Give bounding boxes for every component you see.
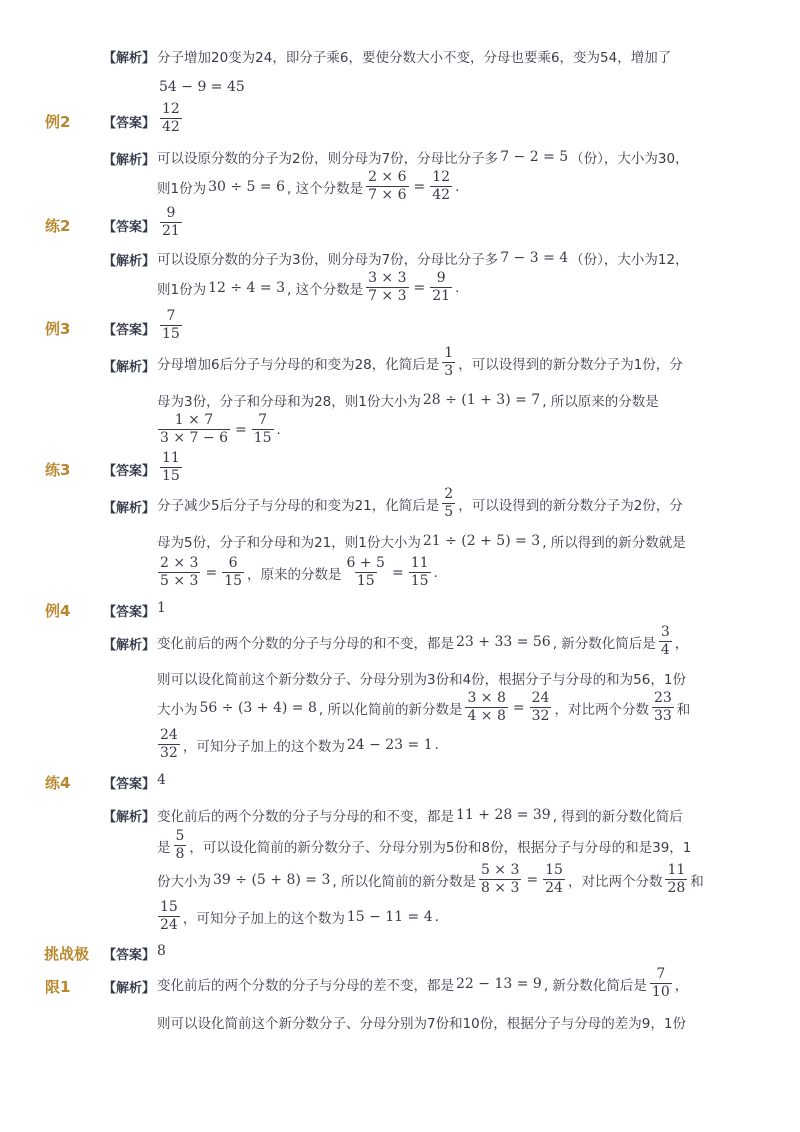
answer-value — [157, 450, 185, 485]
fraction: $\frac{1 \times 7}{3 \times 7 - 6}$ — [160, 412, 228, 446]
solution-line: 大小为 56 ÷ (3 + 4) = 8 , 所以化简前的新分数是 $\frac{3 \times 8}{4 \times 8}$ = $\frac{24}{32}$ ，对比两个分数 $\frac{23}{33}$ 和 — [157, 690, 691, 724]
problem-tag: 例4 — [45, 602, 71, 620]
problem-tag: 练2 — [45, 217, 71, 235]
solution-line: $\frac{1 \times 7}{3 \times 7 - 6}$ = $\frac{7}{15}$ . — [160, 412, 281, 446]
solution-line: 变化前后的两个分数的分子与分母的差不变，都是 22 − 13 = 9 , 新分数化简后是 $\frac{7}{10}$ ， — [157, 966, 689, 1000]
solution-line: 则可以设化简前这个新分数分子、分母分别为7份和10份，根据分子与分母的差为9，1份 — [157, 1016, 686, 1032]
answer-label: 【 答案 】 — [103, 773, 155, 792]
solution-line: 可以设原分数的分子为3份，则分母为7份，分母比分子多 7 − 3 = 4 （份），大小为12， — [157, 250, 689, 268]
answer-value — [157, 101, 185, 136]
answer-value: 8 — [157, 943, 166, 959]
analysis-label: 【 解析 】 — [103, 977, 155, 996]
answer-label: 【 答案 】 — [103, 216, 155, 235]
fraction: $\frac{9}{21}$ — [432, 270, 451, 304]
fraction: $\frac{1}{3}$ — [444, 345, 454, 379]
fraction: $\frac{2 \times 3}{5 \times 3}$ — [160, 555, 199, 589]
solution-line: $\frac{15}{24}$ ，可知分子加上的这个数为 15 − 11 = 4 . — [160, 899, 439, 933]
answer-label: 【 答案 】 — [103, 319, 155, 338]
fraction: $\frac{7}{15}$ — [253, 412, 272, 446]
answer-fraction: $\frac{11}{15}$ — [162, 450, 180, 484]
fraction: $\frac{11}{15}$ — [410, 555, 429, 589]
solution-line: 份大小为 39 ÷ (5 + 8) = 3 , 所以化简前的新分数是 $\frac{5 \times 3}{8 \times 3}$ = $\frac{15}{24}$ ，对比两个分数 $\frac{11}{28}$ 和 — [157, 862, 704, 896]
fraction: $\frac{6 + 5}{15}$ — [346, 555, 385, 589]
solution-line: 则1份为 12 ÷ 4 = 3 , 这个分数是 $\frac{3 \times 3}{7 \times 3}$ = $\frac{9}{21}$ . — [157, 270, 460, 304]
analysis-label: 【 解析 】 — [103, 356, 155, 375]
fraction: $\frac{12}{42}$ — [432, 169, 451, 203]
solution-line: $\frac{2 \times 3}{5 \times 3}$ = $\frac{6}{15}$ ，原来的分数是 $\frac{6 + 5}{15}$ = $\frac{11}{15}$ . — [160, 555, 438, 589]
answer-value — [157, 308, 185, 343]
fraction: $\frac{24}{32}$ — [160, 727, 178, 761]
fraction: $\frac{15}{24}$ — [545, 862, 563, 896]
answer-fraction: $\frac{7}{15}$ — [162, 308, 180, 342]
solution-line: 母为5份，分子和分母和为21，则1份大小为 21 ÷ (2 + 5) = 3 , 所以得到的新分数就是 — [157, 533, 686, 551]
fraction: $\frac{6}{15}$ — [224, 555, 243, 589]
fraction: $\frac{11}{28}$ — [667, 862, 686, 896]
solution-line: $\frac{24}{32}$ ，可知分子加上的这个数为 24 − 23 = 1 . — [160, 727, 439, 761]
answer-label: 【 答案 】 — [103, 601, 155, 620]
analysis-label: 【 解析 】 — [103, 634, 155, 653]
solution-line: 变化前后的两个分数的分子与分母的和不变，都是 11 + 28 = 39 , 得到的新分数化简后 — [157, 807, 683, 825]
fraction: $\frac{7}{10}$ — [651, 966, 670, 1000]
answer-fraction: $\frac{9}{21}$ — [162, 205, 180, 239]
analysis-label: 【 解析 】 — [103, 47, 155, 66]
fraction: $\frac{3 \times 8}{4 \times 8}$ — [467, 690, 506, 724]
fraction: $\frac{15}{24}$ — [160, 899, 178, 933]
solution-line: 是 $\frac{5}{8}$ ，可以设化简前的新分数分子、分母分别为5份和8份，根据分子与分母的和是39，1 — [157, 828, 692, 862]
fraction: $\frac{5}{8}$ — [175, 828, 185, 862]
solution-line: 54 − 9 = 45 — [159, 79, 245, 95]
solution-line: 则可以设化简前这个新分数分子、分母分别为3份和4份，根据分子与分母的和为56，1份 — [157, 672, 686, 688]
solution-line: 则1份为 30 ÷ 5 = 6 , 这个分数是 $\frac{2 \times 6}{7 \times 6}$ = $\frac{12}{42}$ . — [157, 169, 460, 203]
fraction: $\frac{24}{32}$ — [531, 690, 550, 724]
solution-line: 分子增加20变为24，即分子乘6，要使分数大小不变，分母也要乘6，变为54，增加了 — [157, 50, 672, 66]
problem-tag: 练4 — [45, 774, 71, 792]
fraction: $\frac{2 \times 6}{7 \times 6}$ — [368, 169, 407, 203]
fraction: $\frac{3}{4}$ — [660, 624, 670, 658]
answer-label: 【 答案 】 — [103, 460, 155, 479]
solution-line: 变化前后的两个分数的分子与分母的和不变，都是 23 + 33 = 56 , 新分数化简后是 $\frac{3}{4}$ ， — [157, 624, 689, 658]
answer-value: 4 — [157, 772, 166, 788]
answer-value — [157, 205, 185, 240]
problem-tag: 挑战极 — [44, 945, 90, 963]
problem-tag: 例2 — [45, 113, 71, 131]
analysis-label: 【 解析 】 — [103, 497, 155, 516]
solution-line: 母为3份，分子和分母和为28，则1份大小为 28 ÷ (1 + 3) = 7 , 所以原来的分数是 — [157, 392, 659, 410]
solution-line: 分子减少5后分子与分母的和变为21，化简后是 $\frac{2}{5}$ ，可以设得到的新分数分子为2份，分 — [157, 486, 683, 520]
answer-value: 1 — [157, 600, 166, 616]
problem-tag: 练3 — [45, 461, 71, 479]
problem-tag: 例3 — [45, 320, 71, 338]
problem-tag: 限1 — [45, 978, 71, 996]
analysis-label: 【 解析 】 — [103, 250, 155, 269]
fraction: $\frac{3 \times 3}{7 \times 3}$ — [368, 270, 407, 304]
answer-label: 【 答案 】 — [103, 112, 155, 131]
solution-line: 分母增加6后分子与分母的和变为28，化简后是 $\frac{1}{3}$ ，可以设得到的新分数分子为1份，分 — [157, 345, 683, 379]
answer-label: 【 答案 】 — [103, 944, 155, 963]
solution-line: 可以设原分数的分子为2份，则分母为7份，分母比分子多 7 − 2 = 5 （份），大小为30， — [157, 149, 689, 167]
fraction: $\frac{2}{5}$ — [444, 486, 454, 520]
analysis-label: 【 解析 】 — [103, 149, 155, 168]
answer-fraction: $\frac{12}{42}$ — [162, 101, 180, 135]
fraction: $\frac{23}{33}$ — [653, 690, 672, 724]
analysis-label: 【 解析 】 — [103, 806, 155, 825]
fraction: $\frac{5 \times 3}{8 \times 3}$ — [480, 862, 520, 896]
